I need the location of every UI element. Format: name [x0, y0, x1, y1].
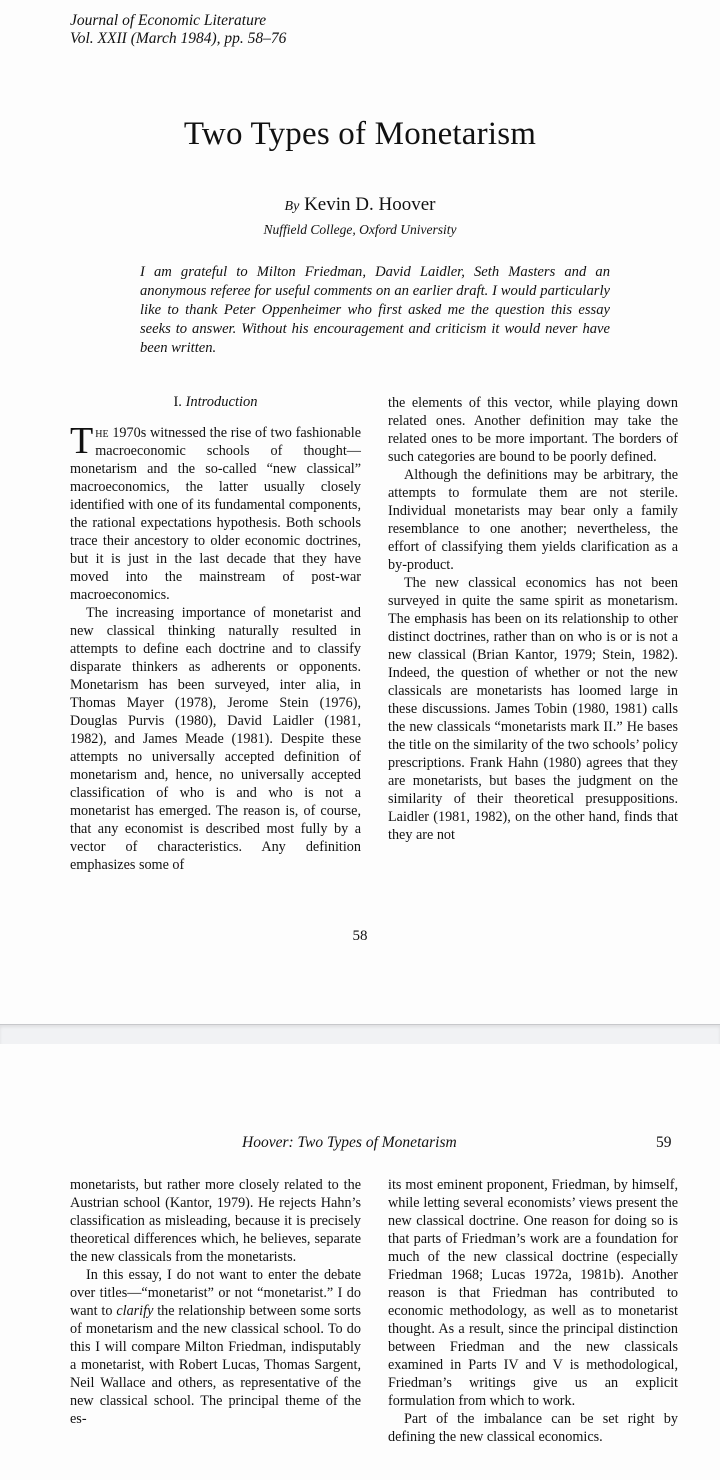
- page-separator: [0, 1024, 720, 1046]
- section-title: Introduction: [185, 394, 258, 410]
- article-title: Two Types of Monetarism: [183, 116, 537, 152]
- paragraph: monetarists, but rather more closely related to the Austrian school (Kantor, 1979). He rejects Hahn’s classification as misleading, because it is precisely theoretical differences which, he believes, separate the new classicals from the monetarists.: [70, 1177, 361, 1265]
- page-number: 59: [656, 1134, 672, 1151]
- journal-name: Journal of Economic Literature: [70, 12, 267, 29]
- page59-left-column: [70, 1176, 361, 1428]
- paragraph: the elements of this vector, while playing down related ones. Another definition may take the related ones to be more important. The borders of such categories are bound to be poorly defined.: [388, 395, 678, 465]
- paragraph: Although the definitions may be arbitrary, the attempts to formulate them are not sterile. Individual monetarists may bear only a family resemblance to one another; nevertheless, the effort of classifying them yields clarification as a by-product.: [388, 467, 678, 573]
- page-number: 58: [352, 928, 368, 944]
- byline: [0, 194, 720, 216]
- journal-citation: [70, 12, 286, 48]
- paragraph: The increasing importance of monetarist and new classical thinking naturally resulted in attempts to define each doctrine and to classify disparate thinkers as adherents or opponents. Monetarism has been surveyed, inter alia, in Thomas Mayer (1978), Jerome Stein (1976), Douglas Purvis (1980), David Laidler (1981, 1982), and James Meade (1981). Despite these attempts no universally accepted definition of monetarism and, hence, no universally accepted classification of who is and who is not a monetarist has emerged. The reason is, of course, that any economist is described most fully by a vector of characteristics. Any definition emphasizes some of: [70, 605, 361, 873]
- emphasis-text: clarify: [116, 1303, 154, 1319]
- page58-right-column: [388, 394, 678, 844]
- first-word-smallcaps: he: [95, 425, 109, 441]
- acknowledgement-note: I am grateful to Milton Friedman, David Laidler, Seth Masters and an anonymous referee for useful comments on an earlier draft. I would particularly like to thank Peter Oppenheimer who first asked me the question this essay seeks to answer. Without his encouragement and criticism it would never have been written.: [140, 264, 610, 356]
- page59-right-column: [388, 1176, 678, 1446]
- journal-issue: Vol. XXII (March 1984), pp. 58–76: [70, 30, 287, 47]
- paragraph-text: 1970s witnessed the rise of two fashionable macroeconomic schools of thought—monetarism and the so-called “new classical” macroeconomics, the latter usually closely identified with one of its fundamental components, the rational expectations hypothesis. Both schools trace their ancestory to older economic doctrines, but it is just in the last decade that they have moved into the mainstream of post-war macroeconomics.: [70, 425, 361, 603]
- author-affiliation: Nuffield College, Oxford University: [263, 222, 457, 237]
- section-heading: [70, 394, 361, 411]
- running-header: Hoover: Two Types of Monetarism: [242, 1134, 457, 1151]
- author-name: Kevin D. Hoover: [304, 194, 436, 215]
- paragraph: [70, 1266, 361, 1428]
- byline-prefix: By: [284, 199, 300, 214]
- drop-cap: T: [70, 420, 94, 462]
- paragraph-text: In this essay, I do not want to enter the debate over titles—“monetarist” or not “monetarist.” I do want to: [70, 1267, 361, 1319]
- paragraph-text: the relationship between some sorts of monetarism and the new classical school. To do this I will compare Milton Friedman, indisputably a monetarist, with Robert Lucas, Thomas Sargent, Neil Wallace and others, as representative of the new classical school. The principal theme of the es-: [70, 1303, 361, 1427]
- paragraph: [70, 420, 361, 604]
- section-number: I.: [173, 394, 182, 410]
- paragraph: its most eminent proponent, Friedman, by himself, while letting several economists’ views present the new classical doctrine. One reason for doing so is that parts of Friedman’s work are a foundation for much of the new classical doctrine (especially Friedman 1968; Lucas 1972a, 1981b). Another reason is that Friedman has contributed to economic methodology, as well as to monetarist thought. As a result, since the principal distinction between Friedman and the new classicals examined in Parts IV and V is methodological, Friedman’s writings give us an explicit formulation from which to work.: [388, 1177, 678, 1409]
- paragraph: The new classical economics has not been surveyed in quite the same spirit as monetarism. The emphasis has been on its relationship to other distinct doctrines, rather than on who is or is not a new classical (Brian Kantor, 1979; Stein, 1982). Indeed, the question of whether or not the new classicals are monetarists has loomed large in these discussions. James Tobin (1980, 1981) calls the new classicals “monetarists mark II.” He bases the title on the similarity of the two schools’ policy prescriptions. Frank Hahn (1980) agrees that they are monetarists, but bases the judgment on the similarity of their theoretical presuppositions. Laidler (1981, 1982), on the other hand, finds that they are not: [388, 575, 678, 843]
- page58-left-column: [70, 420, 361, 874]
- paragraph: Part of the imbalance can be set right by defining the new classical economics.: [388, 1411, 678, 1445]
